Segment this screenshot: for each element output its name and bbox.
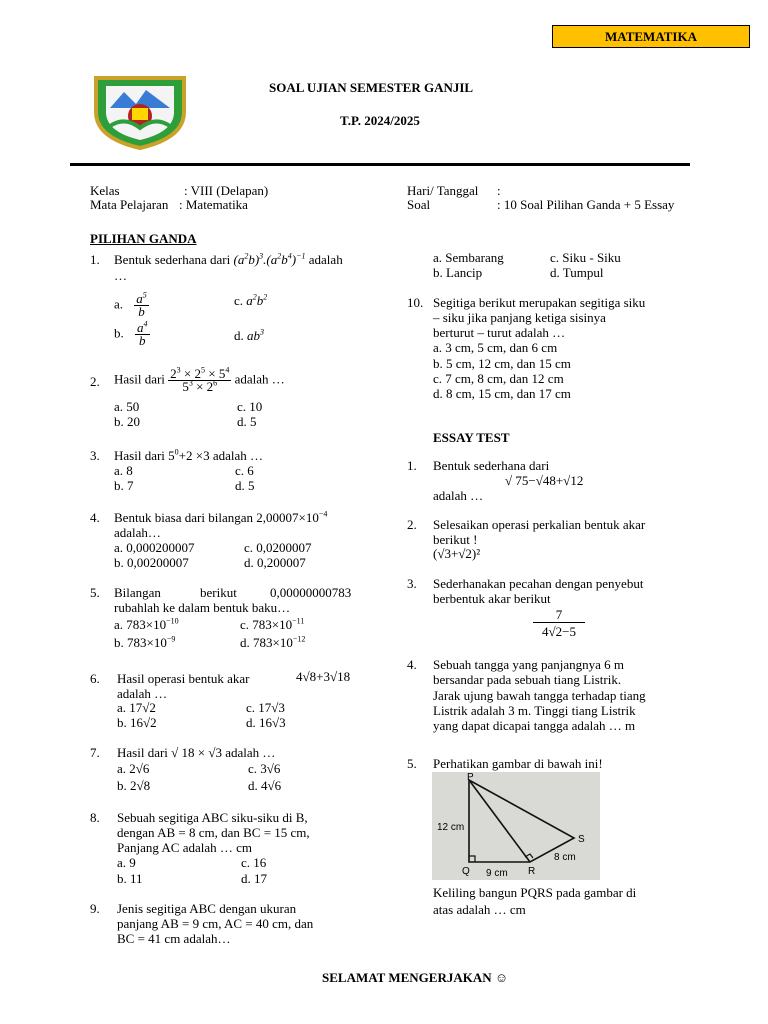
q7-option-d: d. 4√6: [248, 778, 282, 793]
q3-option-b: b. 7: [114, 478, 134, 493]
q10-line-3: berturut – turut adalah …: [433, 325, 566, 340]
q1-option-a: a. $\frac{a^5}{b}$: [114, 290, 147, 319]
q8-line-2: dengan AB = 8 cm, dan BC = 15 cm,: [117, 825, 310, 840]
q4-option-a: a. 0,000200007: [114, 540, 195, 555]
q9-line-1: Jenis segitiga ABC dengan ukuran: [117, 901, 297, 916]
e2-line-2: berikut !: [433, 532, 478, 547]
q7-option-a: a. 2√6: [117, 761, 150, 776]
q3-option-a: a. 8: [114, 463, 133, 478]
kelas-value: : VIII (Delapan): [184, 183, 269, 198]
e4-line-2: bersandar pada sebuah tiang Listrik.: [433, 672, 622, 687]
q8-option-d: d. 17: [241, 871, 267, 886]
q5-word-1: Bilangan: [114, 585, 161, 600]
e5-line-2: Keliling bangun PQRS pada gambar di: [433, 885, 637, 900]
q9-option-b: b. Lancip: [433, 265, 483, 280]
q2-option-b: b. 20: [114, 414, 140, 429]
q6-option-a: a. 17√2: [117, 700, 156, 715]
q6-option-b: b. 16√2: [117, 715, 157, 730]
q5-word-2: berikut: [200, 585, 237, 600]
e4-line-3: Jarak ujung bawah tangga terhadap tiang: [433, 688, 646, 703]
q6-option-c: c. 17√3: [246, 700, 285, 715]
label-rs-length: 8 cm: [554, 852, 576, 863]
e2-line-1: Selesaikan operasi perkalian bentuk akar: [433, 517, 646, 532]
e4-line-5: yang dapat dicapai tangga adalah … m: [433, 718, 636, 733]
q5-option-c: c. $783\times 10^{-11}$: [240, 616, 305, 632]
q6-text-cont: adalah …: [117, 686, 168, 701]
e1-expression: √ 75−√48+√12: [505, 473, 584, 488]
exam-year: T.P. 2024/2025: [340, 113, 420, 128]
q4-option-c: c. 0,0200007: [244, 540, 312, 555]
q10-option-c: c. 7 cm, 8 cm, dan 12 cm: [433, 371, 564, 386]
q10-option-a: a. 3 cm, 5 cm, dan 6 cm: [433, 340, 558, 355]
subject-badge: MATEMATIKA: [552, 25, 750, 48]
q1-option-d: d. $ab^3$: [234, 327, 264, 343]
e5-line-1: Perhatikan gambar di bawah ini!: [433, 756, 603, 771]
q9-line-3: BC = 41 cm adalah…: [117, 931, 231, 946]
q3-option-d: d. 5: [235, 478, 255, 493]
q6-option-d: d. 16√3: [246, 715, 286, 730]
q2-option-d: d. 5: [237, 414, 257, 429]
section-essay: ESSAY TEST: [433, 430, 510, 445]
q8-line-1: Sebuah segitiga ABC siku-siku di B,: [117, 810, 308, 825]
e3-line-2: berbentuk akar berikut: [433, 591, 551, 606]
q8-option-b: b. 11: [117, 871, 143, 886]
q2-text: Hasil dari $\frac{2^3 \times 2^5 \times 5^4}{5^3 \times 2^6}$ adalah …: [114, 365, 285, 394]
q7-option-b: b. 2√8: [117, 778, 151, 793]
label-q: Q: [462, 866, 470, 877]
q4-text-cont: adalah…: [114, 525, 161, 540]
q2-option-a: a. 50: [114, 399, 140, 414]
q7-option-c: c. 3√6: [248, 761, 281, 776]
q7-number: 7.: [90, 745, 100, 760]
label-s: S: [578, 834, 585, 845]
label-r: R: [528, 866, 536, 877]
q5-option-d: d. $783\times 10^{-12}$: [240, 634, 306, 650]
mapel-value: : Matematika: [179, 197, 248, 212]
q6-number: 6.: [90, 671, 100, 686]
q10-option-b: b. 5 cm, 12 cm, dan 15 cm: [433, 356, 571, 371]
e5-line-3: atas adalah … cm: [433, 902, 526, 917]
school-logo: [90, 72, 190, 150]
q1-option-c: c. $a^2b^2$: [234, 292, 268, 308]
q4-option-d: d. 0,200007: [244, 555, 306, 570]
q4-text: Bentuk biasa dari bilangan $2,00007\times 10^{-4}$: [114, 509, 328, 525]
e4-line-1: Sebuah tangga yang panjangnya 6 m: [433, 657, 624, 672]
q1-number: 1.: [90, 252, 100, 267]
q5-text-cont: rubahlah ke dalam bentuk baku…: [114, 600, 291, 615]
q1-option-b: b. $\frac{a^4}{b}$: [114, 319, 148, 348]
q3-number: 3.: [90, 448, 100, 463]
q8-number: 8.: [90, 810, 100, 825]
q8-line-3: Panjang AC adalah … cm: [117, 840, 253, 855]
closing-message: SELAMAT MENGERJAKAN ☺: [322, 970, 509, 985]
q4-number: 4.: [90, 510, 100, 525]
soal-label: Soal: [407, 197, 431, 212]
q4-option-b: b. 0,00200007: [114, 555, 189, 570]
e2-number: 2.: [407, 517, 417, 532]
q6-text: Hasil operasi bentuk akar: [117, 671, 250, 686]
header-divider: [70, 163, 690, 166]
q1-text: Bentuk sederhana dari $(a^2b)^3.(a^2b^4)^{-1}$ adalah: [114, 251, 343, 267]
hari-value: :: [497, 183, 501, 198]
q1-dots: …: [114, 268, 127, 283]
e3-numerator: 7: [533, 607, 585, 623]
q10-number: 10.: [407, 295, 424, 310]
e4-number: 4.: [407, 657, 417, 672]
q10-line-2: – siku jika panjang ketiga sisinya: [433, 310, 606, 325]
q10-line-1: Segitiga berikut merupakan segitiga siku: [433, 295, 646, 310]
q2-option-c: c. 10: [237, 399, 263, 414]
q9-option-a: a. Sembarang: [433, 250, 504, 265]
exam-title: SOAL UJIAN SEMESTER GANJIL: [269, 80, 474, 95]
q8-option-c: c. 16: [241, 855, 267, 870]
section-pilihan-ganda: PILIHAN GANDA: [90, 231, 197, 246]
q3-option-c: c. 6: [235, 463, 254, 478]
mapel-label: Mata Pelajaran: [90, 197, 169, 212]
e3-line-1: Sederhanakan pecahan dengan penyebut: [433, 576, 644, 591]
q8-option-a: a. 9: [117, 855, 136, 870]
e1-line-3: adalah …: [433, 488, 484, 503]
q5-number: 5.: [90, 585, 100, 600]
pqrs-figure: [432, 772, 600, 880]
q5-option-a: a. $783\times 10^{-10}$: [114, 616, 179, 632]
q5-word-3: 0,00000000783: [270, 585, 352, 600]
kelas-label: Kelas: [90, 183, 120, 198]
q3-text: Hasil dari $5^0+2 \times 3$ adalah …: [114, 447, 263, 463]
e1-number: 1.: [407, 458, 417, 473]
e3-denominator: 4√2−5: [542, 624, 576, 639]
q5-option-b: b. $783\times 10^{-9}$: [114, 634, 176, 650]
e5-number: 5.: [407, 756, 417, 771]
e4-line-4: Listrik adalah 3 m. Tinggi tiang Listrik: [433, 703, 636, 718]
q10-option-d: d. 8 cm, 15 cm, dan 17 cm: [433, 386, 571, 401]
q7-text: Hasil dari √ 18 × √3 adalah …: [117, 745, 276, 760]
label-pq-length: 12 cm: [437, 822, 465, 833]
label-qr-length: 9 cm: [486, 868, 508, 879]
q9-number: 9.: [90, 901, 100, 916]
q9-line-2: panjang AB = 9 cm, AC = 40 cm, dan: [117, 916, 314, 931]
e1-line-1: Bentuk sederhana dari: [433, 458, 550, 473]
q9-option-c: c. Siku - Siku: [550, 250, 621, 265]
e3-number: 3.: [407, 576, 417, 591]
q6-expression: 4√8+3√18: [296, 669, 351, 684]
e2-expression: (√3+√2)²: [433, 546, 481, 561]
hari-label: Hari/ Tanggal: [407, 183, 479, 198]
label-p: P: [467, 772, 474, 783]
q2-number: 2.: [90, 374, 100, 389]
q9-option-d: d. Tumpul: [550, 265, 604, 280]
soal-value: : 10 Soal Pilihan Ganda + 5 Essay: [497, 197, 675, 212]
